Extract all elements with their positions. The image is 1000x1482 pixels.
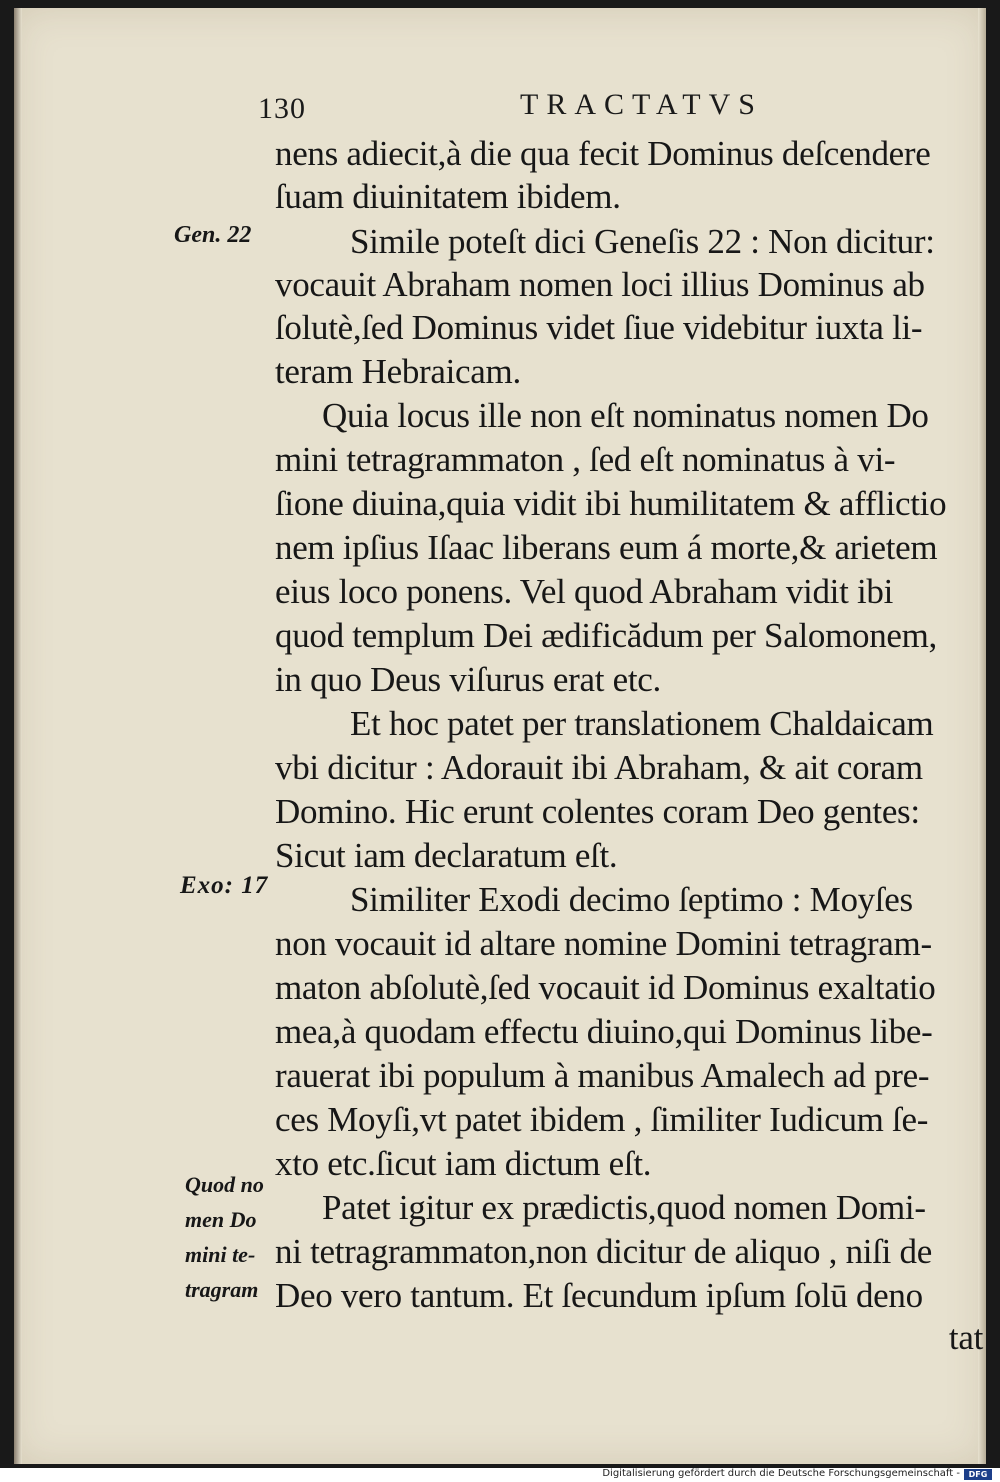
margin-note-quod: men Do (185, 1207, 257, 1232)
text-line: rauerat ibi populum à manibus Amalech ad pre- (275, 1056, 930, 1095)
text-line: ſuam diuinitatem ibidem. (275, 177, 621, 216)
text-line: vocauit Abraham nomen loci illius Dominus ab (275, 265, 925, 304)
page-number: 130 (258, 92, 306, 125)
text-line: non vocauit id altare nomine Domini tetragram- (275, 924, 932, 963)
text-line: Sicut iam declaratum eſt. (275, 836, 618, 875)
margin-note-genesis: Gen. 22 (174, 222, 252, 248)
text-line: Et hoc patet per translationem Chaldaicam (350, 704, 934, 743)
text-line: eius loco ponens. Vel quod Abraham vidit ibi (275, 572, 894, 611)
text-line: in quo Deus viſurus erat etc. (275, 660, 661, 699)
margin-note-quod: tragram (185, 1277, 259, 1302)
text-line: Simile poteſt dici Geneſis 22 : Non dicitur: (350, 222, 935, 261)
text-line: Patet igitur ex prædictis,quod nomen Domi- (322, 1188, 926, 1227)
running-title: TRACTATVS (520, 88, 763, 121)
text-line: quod templum Dei ædificădum per Salomonem, (275, 616, 938, 655)
text-line: maton abſolutè,ſed vocauit id Dominus exaltatio (275, 968, 936, 1007)
page-gutter-shadow (14, 8, 22, 1464)
catchword: tat (948, 1318, 983, 1357)
text-line: ni tetragrammaton,non dicitur de aliquo , niſi de (275, 1232, 932, 1271)
text-line: nens adiecit,à die qua fecit Dominus deſcendere (275, 134, 931, 173)
text-line: Domino. Hic erunt colentes coram Deo gentes: (275, 792, 920, 831)
text-line: mini tetragrammaton , ſed eſt nominatus à vi- (275, 440, 896, 479)
text-line: ſolutè,ſed Dominus videt ſiue videbitur iuxta li- (275, 308, 923, 347)
text-line: nem ipſius Iſaac liberans eum á morte,& arietem (275, 528, 938, 567)
digitization-footer (0, 1468, 1000, 1482)
text-line: ces Moyſi,vt patet ibidem , ſimiliter Iudicum ſe- (275, 1100, 929, 1139)
text-line: ſione diuina,quia vidit ibi humilitatem & afflictio (275, 484, 947, 523)
margin-note-exodus: Exo: 17 (180, 872, 269, 899)
text-line: xto etc.ſicut iam dictum eſt. (275, 1144, 652, 1183)
text-line: Deo vero tantum. Et ſecundum ipſum ſolū deno (275, 1276, 923, 1315)
margin-note-quod: Quod no (185, 1172, 264, 1197)
text-line: Quia locus ille non eſt nominatus nomen Do (322, 396, 929, 435)
text-line: Similiter Exodi decimo ſeptimo : Moyſes (350, 880, 913, 919)
running-head (0, 88, 1000, 128)
text-line: vbi dicitur : Adorauit ibi Abraham, & ait coram (275, 748, 923, 787)
footer-credit: Digitalisierung gefördert durch die Deutsche Forschungsgemeinschaft - (602, 1468, 960, 1479)
margin-note-quod: mini te- (185, 1242, 256, 1267)
text-line: mea,à quodam effectu diuino,qui Dominus libe- (275, 1012, 933, 1051)
text-line: teram Hebraicam. (275, 352, 521, 391)
dfg-logo: DFG (964, 1469, 992, 1480)
